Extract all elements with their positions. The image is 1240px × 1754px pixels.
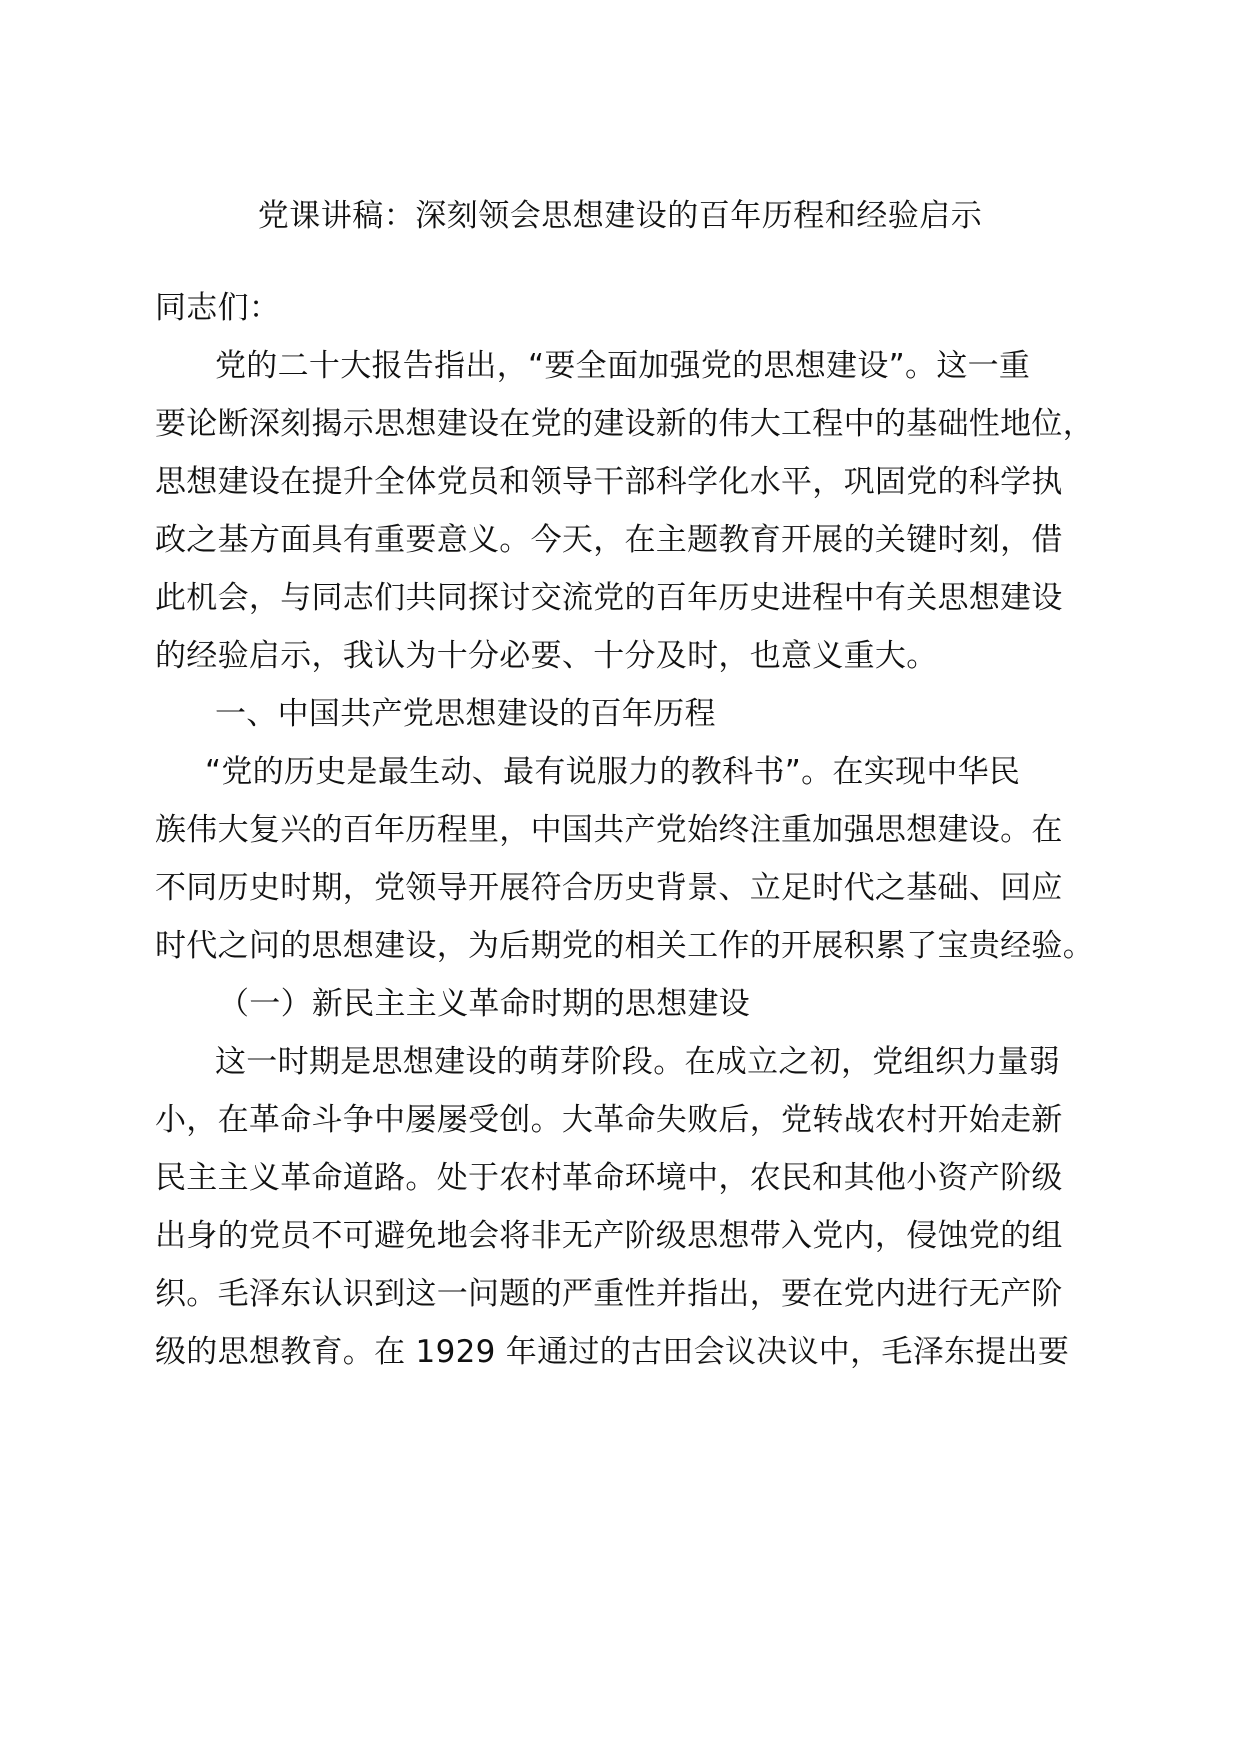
body-line: 出身的党员不可避免地会将非无产阶级思想带入党内，侵蚀党的组 bbox=[155, 1218, 1063, 1254]
body-line: 小，在革命斗争中屡屡受创。大革命失败后，党转战农村开始走新 bbox=[155, 1102, 1063, 1138]
subsection-heading: （一）新民主主义革命时期的思想建设 bbox=[218, 986, 751, 1022]
body-line: “党的历史是最生动、最有说服力的教科书”。在实现中华民 bbox=[205, 754, 1021, 790]
body-line: 思想建设在提升全体党员和领导干部科学化水平，巩固党的科学执 bbox=[155, 464, 1063, 500]
section-heading: 一、中国共产党思想建设的百年历程 bbox=[215, 696, 716, 732]
body-line: 的经验启示，我认为十分必要、十分及时，也意义重大。 bbox=[155, 638, 938, 674]
body-line: 这一时期是思想建设的萌芽阶段。在成立之初，党组织力量弱 bbox=[215, 1044, 1061, 1080]
body-line: 政之基方面具有重要意义。今天，在主题教育开展的关键时刻，借 bbox=[155, 522, 1063, 558]
body-line: 时代之问的思想建设，为后期党的相关工作的开展积累了宝贵经验。 bbox=[155, 928, 1094, 964]
body-line: 民主主义革命道路。处于农村革命环境中，农民和其他小资产阶级 bbox=[155, 1160, 1063, 1196]
body-line: 织。毛泽东认识到这一问题的严重性并指出，要在党内进行无产阶 bbox=[155, 1276, 1063, 1312]
body-line: 党的二十大报告指出，“要全面加强党的思想建设”。这一重 bbox=[215, 348, 1031, 384]
salutation-line: 同志们： bbox=[155, 290, 281, 326]
body-line: 此机会，与同志们共同探讨交流党的百年历史进程中有关思想建设 bbox=[155, 580, 1063, 616]
body-line: 族伟大复兴的百年历程里，中国共产党始终注重加强思想建设。在 bbox=[155, 812, 1063, 848]
body-line: 级的思想教育。在 1929 年通过的古田会议决议中，毛泽东提出要 bbox=[155, 1334, 1070, 1370]
body-line: 不同历史时期，党领导开展符合历史背景、立足时代之基础、回应 bbox=[155, 870, 1063, 906]
document-title: 党课讲稿：深刻领会思想建设的百年历程和经验启示 bbox=[257, 198, 983, 234]
body-line: 要论断深刻揭示思想建设在党的建设新的伟大工程中的基础性地位， bbox=[155, 406, 1094, 442]
